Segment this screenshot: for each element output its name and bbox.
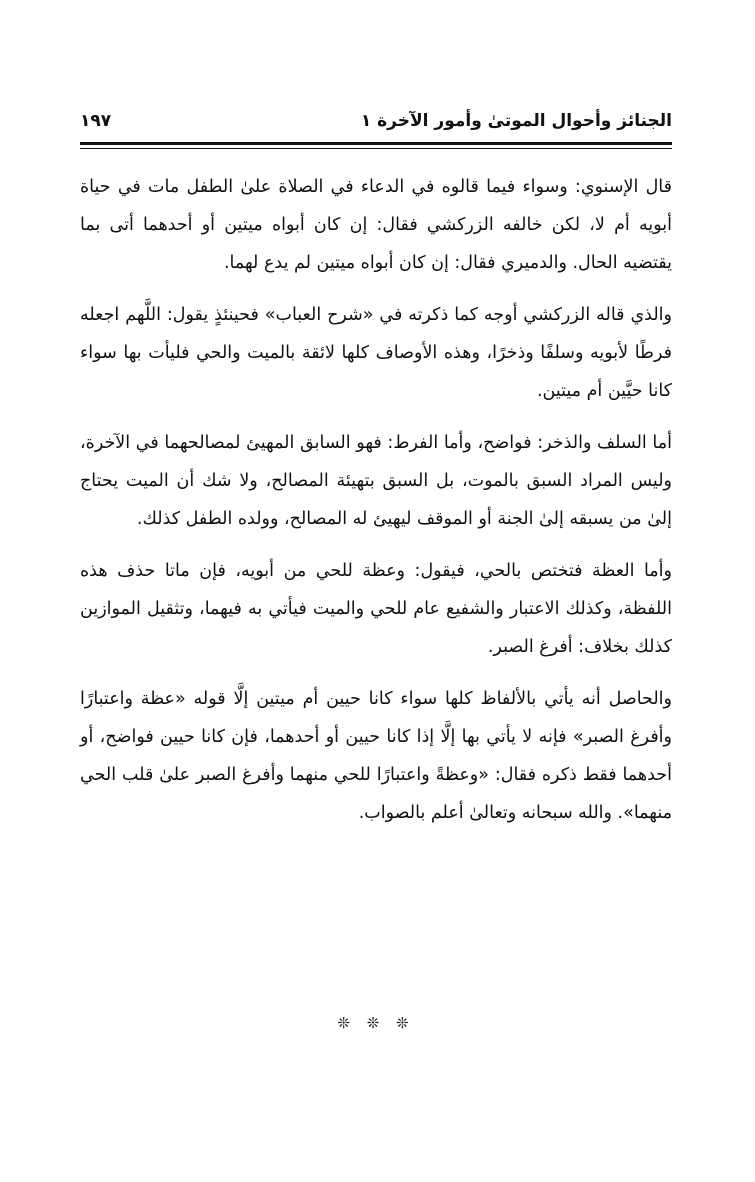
running-header-title: الجنائز وأحوال الموتىٰ وأمور الآخرة ١ [360, 111, 672, 131]
paragraph-5: والحاصل أنه يأتي بالألفاظ كلها سواء كانا حيين أم ميتين إلَّا قوله «عظة واعتبارًا وأفرغ الصبر» فإنه لا يأتي بها إلَّا إذا كانا حيين أو أحدهما، فإن كانا حيين فواضح، أو أحدهما فقط ذكره فقال: «وعظةً واعتبارًا للحي منهما وأفرغ الصبر علىٰ قلب الحي منهما». والله سبحانه وتعالىٰ أعلم بالصواب. [80, 689, 672, 823]
paragraph-1: قال الإسنوي: وسواء فيما قالوه في الدعاء في الصلاة علىٰ الطفل مات في حياة أبويه أم لا، لكن خالفه الزركشي فقال: إن كان أبواه ميتين أو أحدهما أتى بما يقتضيه الحال. والدميري فقال: إن كان أبواه ميتين لم يدع لهما. [80, 177, 672, 273]
paragraph-2: والذي قاله الزركشي أوجه كما ذكرته في «شرح العباب» فحينئذٍ يقول: اللَّهم اجعله فرطًا لأبويه وسلفًا وذخرًا، وهذه الأوصاف كلها لائقة بالميت والحي فليأت بها سواء كانا حيَّين أم ميتين. [80, 305, 672, 401]
body-text [80, 168, 672, 846]
header-rule-thick [80, 142, 672, 145]
page-number: ١٩٧ [80, 111, 112, 131]
paragraph-3: أما السلف والذخر: فواضح، وأما الفرط: فهو السابق المهيئ لمصالحهما في الآخرة، وليس المراد السبق بالموت، بل السبق بتهيئة المصالح، ولا شك أن الميت يحتاج إلىٰ من يسبقه إلىٰ الجنة أو الموقف ليهيئ له المصالح، وولده الطفل كذلك. [80, 433, 672, 529]
paragraph-4: وأما العظة فتختص بالحي، فيقول: وعظة للحي من أبويه، فإن ماتا حذف هذه اللفظة، وكذلك الاعتبار والشفيع عام للحي والميت فيأتي به فيهما، وتثقيل الموازين كذلك بخلاف: أفرغ الصبر. [80, 561, 672, 657]
header-rule-thin [80, 148, 672, 149]
running-header [80, 108, 672, 142]
section-end-ornament: ❊ ❊ ❊ [337, 1014, 415, 1032]
